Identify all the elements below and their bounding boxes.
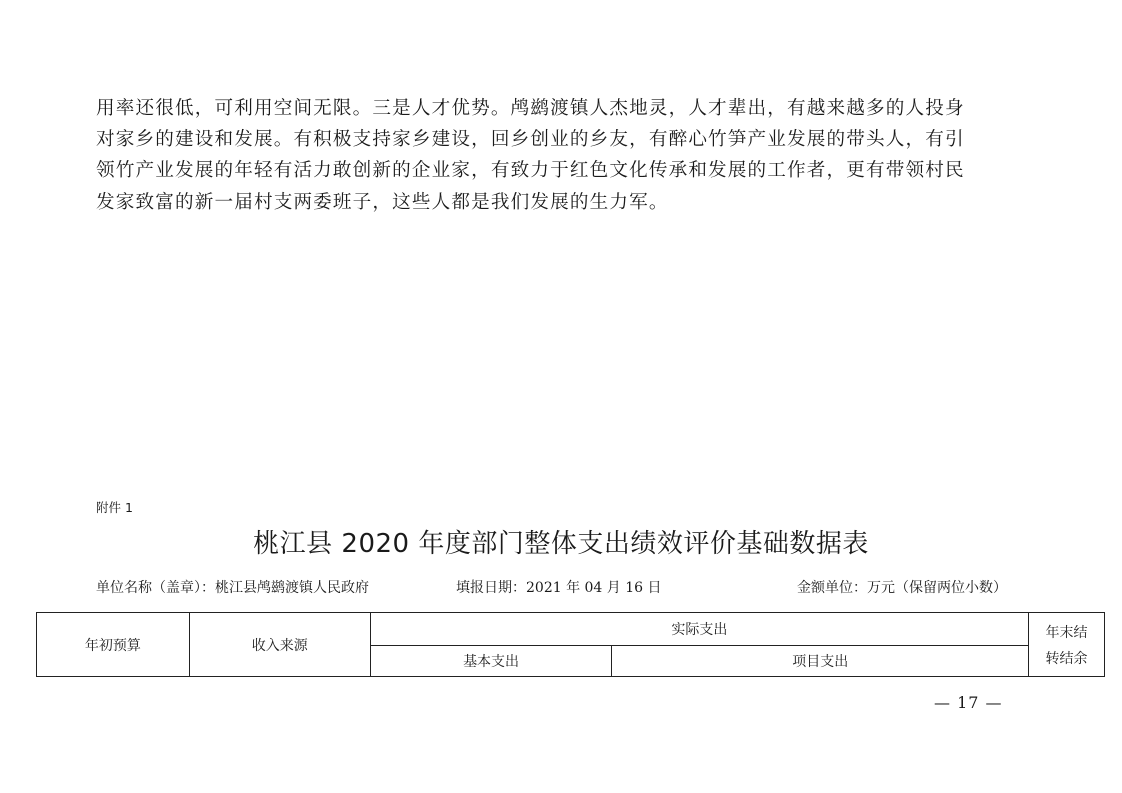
body-line: 用率还很低，可利用空间无限。三是人才优势。鸬鹚渡镇人杰地灵，人才辈出，有越来越多的人投身 xyxy=(96,98,965,119)
unit-name: 单位名称（盖章）：桃江县鸬鹚渡镇人民政府 xyxy=(96,580,369,596)
fill-date: 填报日期：2021 年 04 月 16 日 xyxy=(456,580,662,596)
header-actual-expense: 实际支出 xyxy=(370,613,1028,646)
header-initial-budget: 年初预算 xyxy=(37,613,190,677)
amount-unit: 金额单位：万元（保留两位小数） xyxy=(797,580,1007,596)
body-paragraph xyxy=(96,93,1031,218)
header-year-end-balance xyxy=(1029,613,1105,677)
table-header-row xyxy=(37,613,1105,646)
header-year-end-line2: 转结余 xyxy=(1045,650,1088,667)
body-line: 领竹产业发展的年轻有活力敢创新的企业家，有致力于红色文化传承和发展的工作者，更有带领村民 xyxy=(96,160,965,182)
header-income-source: 收入来源 xyxy=(189,613,370,677)
header-project-expense: 项目支出 xyxy=(612,646,1029,677)
body-line: 对家乡的建设和发展。有积极支持家乡建设，回乡创业的乡友，有醉心竹笋产业发展的带头人，有引 xyxy=(96,129,965,151)
table-title: 桃江县 2020 年度部门整体支出绩效评价基础数据表 xyxy=(253,529,869,559)
data-table xyxy=(36,612,1105,677)
header-year-end-line1: 年末结 xyxy=(1045,624,1088,641)
page-number: — 17 — xyxy=(934,693,1003,712)
body-line: 发家致富的新一届村支两委班子，这些人都是我们发展的生力军。 xyxy=(96,191,669,213)
attachment-label: 附件 1 xyxy=(96,500,133,515)
header-basic-expense: 基本支出 xyxy=(370,646,612,677)
